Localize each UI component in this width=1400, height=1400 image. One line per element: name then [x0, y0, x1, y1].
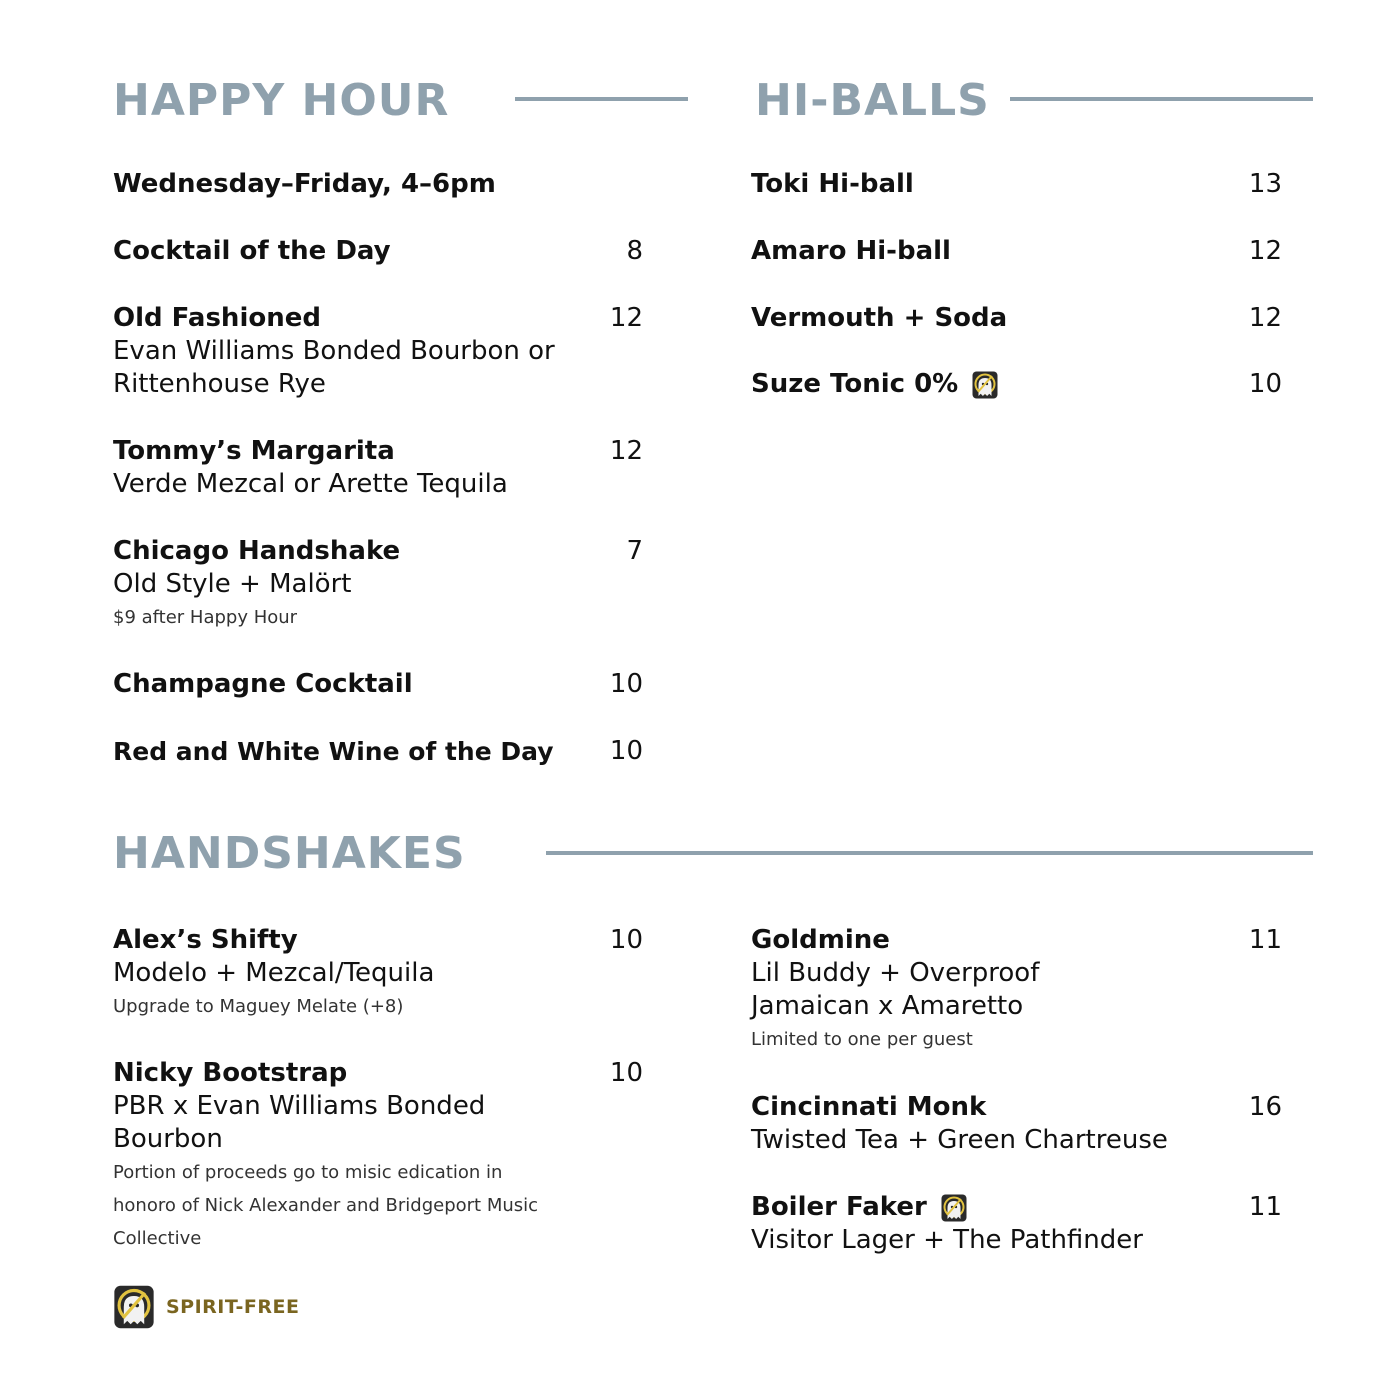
- item-price: 10: [1248, 369, 1282, 399]
- menu-item-tommys-margarita: [113, 435, 508, 501]
- item-description: PBR x Evan Williams Bonded Bourbon: [113, 1091, 486, 1154]
- item-price: 7: [626, 536, 643, 566]
- hi-balls-rule: [1010, 97, 1313, 101]
- item-description: Lil Buddy + Overproof Jamaican x Amaretto: [751, 958, 1040, 1021]
- item-price: 13: [1248, 169, 1282, 199]
- menu-item-toki-hi-ball: [751, 168, 914, 201]
- menu-item-champagne-cocktail: [113, 668, 413, 701]
- menu-item-nicky-bootstrap: [113, 1057, 553, 1255]
- item-name: Suze Tonic 0%: [751, 369, 959, 399]
- menu-item-suze-tonic: [751, 368, 998, 401]
- item-description: Visitor Lager + The Pathfinder: [751, 1225, 1143, 1255]
- item-price: 12: [609, 303, 643, 333]
- item-price: 12: [1248, 236, 1282, 266]
- menu-item-amaro-hi-ball: [751, 235, 951, 268]
- handshakes-title: HANDSHAKES: [113, 828, 466, 879]
- item-name: Toki Hi-ball: [751, 169, 914, 199]
- item-name: Cocktail of the Day: [113, 236, 391, 266]
- menu-item-vermouth-soda: [751, 302, 1007, 335]
- item-price: 10: [609, 925, 643, 955]
- item-price: 10: [609, 669, 643, 699]
- menu-item-chicago-handshake: [113, 535, 400, 634]
- item-price: 12: [1248, 303, 1282, 333]
- happy-hour-schedule: Wednesday–Friday, 4–6pm: [113, 169, 496, 199]
- item-price: 10: [609, 1058, 643, 1088]
- item-price: 16: [1248, 1092, 1282, 1122]
- menu-item-boiler-faker: [751, 1191, 1143, 1257]
- item-note: Limited to one per guest: [751, 1029, 973, 1050]
- spirit-free-legend: [112, 1285, 300, 1329]
- item-price: 10: [609, 736, 643, 766]
- happy-hour-rule: [515, 97, 688, 101]
- item-name: Cincinnati Monk: [751, 1092, 987, 1122]
- item-description: Twisted Tea + Green Chartreuse: [751, 1125, 1168, 1155]
- menu-item-old-fashioned: [113, 302, 603, 401]
- item-note: $9 after Happy Hour: [113, 607, 298, 628]
- menu-item-cincinnati-monk: [751, 1091, 1168, 1157]
- item-name: Vermouth + Soda: [751, 303, 1008, 333]
- item-description: Old Style + Malört: [113, 569, 352, 599]
- ghost-icon: [112, 1285, 156, 1329]
- item-price: 8: [626, 236, 643, 266]
- menu-item-alexs-shifty: [113, 924, 434, 1023]
- ghost-icon: [941, 1194, 967, 1222]
- item-name: Chicago Handshake: [113, 536, 401, 566]
- menu-item-cocktail-of-the-day: [113, 235, 391, 268]
- menu-item-wine-of-the-day: [113, 735, 554, 768]
- item-name: Old Fashioned: [113, 303, 321, 333]
- item-price: 11: [1248, 1192, 1282, 1222]
- item-name: Alex’s Shifty: [113, 925, 298, 955]
- item-description: Verde Mezcal or Arette Tequila: [113, 469, 508, 499]
- item-name: Nicky Bootstrap: [113, 1058, 348, 1088]
- item-name: Goldmine: [751, 925, 890, 955]
- item-name: Red and White Wine of the Day: [113, 737, 554, 766]
- item-note: Portion of proceeds go to misic edication in honoro of Nick Alexander and Bridgeport Music Collective: [113, 1162, 539, 1249]
- ghost-icon: [972, 371, 998, 399]
- item-name: Champagne Cocktail: [113, 669, 413, 699]
- handshakes-rule: [546, 851, 1313, 855]
- item-price: 11: [1248, 925, 1282, 955]
- legend-label: SPIRIT-FREE: [166, 1296, 300, 1318]
- item-note: Upgrade to Maguey Melate (+8): [113, 996, 404, 1017]
- item-name: Amaro Hi-ball: [751, 236, 951, 266]
- happy-hour-title: HAPPY HOUR: [113, 75, 450, 126]
- hi-balls-title: HI-BALLS: [755, 75, 990, 126]
- item-name: Tommy’s Margarita: [113, 436, 395, 466]
- menu-item-goldmine: [751, 924, 1081, 1056]
- item-description: Evan Williams Bonded Bourbon or Rittenhouse Rye: [113, 336, 555, 399]
- item-name: Boiler Faker: [751, 1192, 927, 1222]
- item-description: Modelo + Mezcal/Tequila: [113, 958, 435, 988]
- item-price: 12: [609, 436, 643, 466]
